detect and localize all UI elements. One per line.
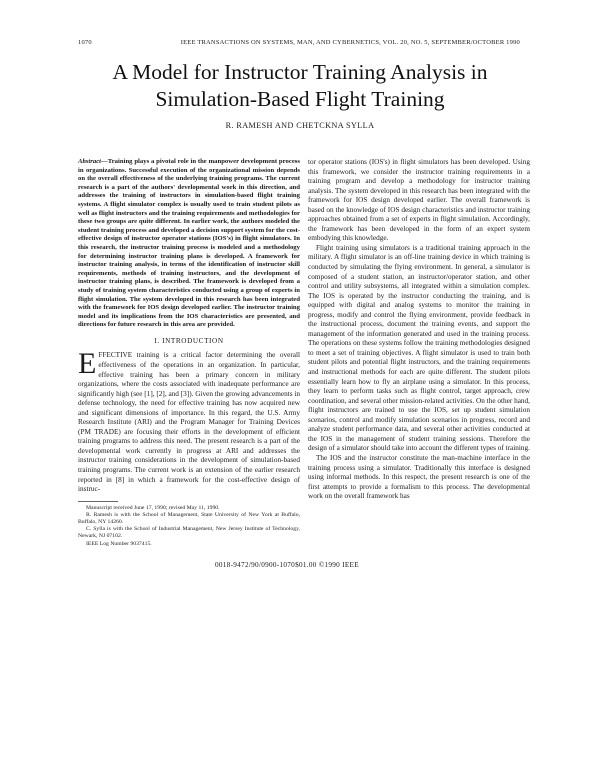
abstract-text: —Training plays a pivotal role in the manpower development process in organizations. Successful execution of the organizational mission depends on the overall effectiveness of the underlying training programs. The current research is a part of the authors' developmental work in this direction, and addresses the training of instructors in simulation-based flight training systems. A flight simulator complex is usually used to train student pilots as well as flight instructors and the training requirements and methodologies for these two groups are quite different. In earlier work, the authors modeled the student training process and developed a decision support system for the cost-effective design of instructor operator stations (IOS's) in flight simulators. In this research, the instructor training process is modeled and a methodology for determining instructor training plans is developed. A framework for instructor training analysis, in terms of the identification of instructor skill requirements, methods of training instructors, and the development of instructor training plans, is described. The framework is developed from a study of training system characteristics conducted using a group of experts in flight simulation. The system developed in this research has been integrated with the framework for IOS design developed earlier. The instructor training model and its implications from the IOS characteristics are presented, and directions for future research in this area are provided.: [78, 158, 300, 329]
footnote: IEEE Log Number 9037415.: [86, 540, 152, 547]
abstract: [78, 158, 300, 330]
paragraph: tor operator stations (IOS's) in flight simulators has been developed. Using this framework, we consider the instructor training requirements in a training program and develop a methodology for instructor training analysis. The system developed in this research has been integrated with the framework for IOS design developed earlier. The overall framework is based on the knowledge of IOS design characteristics and instructor training approaches obtained from a set of experts in flight simulation. Accordingly, the framework has been developed in the form of an expert system embodying this knowledge.: [308, 158, 530, 243]
drop-cap: E: [78, 347, 97, 381]
introduction-text: FFECTIVE training is a critical factor determining the overall effectiveness of the operations in an organization. In particular, effective training has been a primary concern in military organizations, where the costs associated with inadequate performance are significantly high (see [1], [2], and [3]). Given the growing advancements in defense technology, the need for effective training has now acquired new and significant dimensions of importance. In this regard, the U.S. Army Research Institute (ARI) and the Program Manager for Training Devices (PM TRADE) are focusing their efforts in the development of efficient training programs to address this need. The present research is a part of the developmental work currently in progress at ARI and addresses the instructor training considerations in the development of simulation-based training programs. The current work is an extension of the earlier research reported in [8] in which a framework for the cost-effective design of instruc-: [78, 351, 300, 494]
abstract-lead: Abstract: [78, 158, 102, 165]
right-column: [308, 158, 530, 502]
left-column: [78, 158, 300, 548]
page-number: 1070: [78, 39, 92, 46]
footnote: R. Ramesh is with the School of Management, State University of New York at Buffalo, Buffalo, NY 14260.: [78, 511, 300, 526]
paragraph: Flight training using simulators is a traditional training approach in the military. A flight simulator is an off-line training device in which training is conducted by simulating the flying environment. In general, a simulator is composed of a student station, an instructor/operator station, and other control and utility subsystems, all integrated within a simulation complex. The IOS is operated by the instructor conducting the training, and is equipped with digital and analog systems to monitor the training in progress, modify and control the flying environment, provide feedback in the instructional process, document the training events, and support the management of the information generated and used in the training process. The operations on these systems follow the training methodologies designed to meet a set of training objectives. A flight simulator is used to train both student pilots and potential flight instructors, and the training requirements and instructional methods for each are quite different. The student pilots essentially learn how to fly an airplane using a simulator. In this process, they learn to perform tasks such as flight control, target approach, crew coordination, and several other mission-related activities. On the other hand, flight instructors are trained to use the IOS, set up student simulation scenarios, control and modify simulation scenarios in progress, record and analyze student performance data, and several other activities conducted at the IOS in the management of student training sessions. Therefore the design of a simulator should take into account the different types of training.: [308, 243, 530, 453]
introduction: [78, 347, 300, 494]
running-header: [78, 39, 520, 46]
journal-line: IEEE TRANSACTIONS ON SYSTEMS, MAN, AND CYBERNETICS, VOL. 20, NO. 5, SEPTEMBER/OCTOBER 1990: [180, 39, 520, 46]
paper-title: [60, 59, 540, 113]
copyright-code: 0018-9472/90/0900-1070$01.00 ©1990 IEEE: [215, 561, 359, 569]
authors: R. RAMESH AND CHETCKNA SYLLA: [225, 121, 375, 130]
title-line-1: A Model for Instructor Training Analysis in: [112, 60, 488, 84]
footnote: C. Sylla is with the School of Industrial Management, New Jersey Institute of Technology, Newark, NJ 07102.: [78, 526, 300, 540]
footnote: Manuscript received June 17, 1990; revised May 11, 1990.: [86, 504, 220, 511]
title-line-2: Simulation-Based Flight Training: [155, 87, 445, 111]
footnote-rule: [78, 501, 118, 502]
introduction-heading: I. INTRODUCTION: [154, 336, 224, 345]
footnotes: [78, 505, 300, 548]
paragraph: The IOS and the instructor constitute the man-machine interface in the training process using a simulator. Traditionally this interface is designed using informal methods. In this respect, the present research is one of the first attempts to provide a formalism to this process. The developmental work on the overall framework has: [308, 453, 530, 501]
